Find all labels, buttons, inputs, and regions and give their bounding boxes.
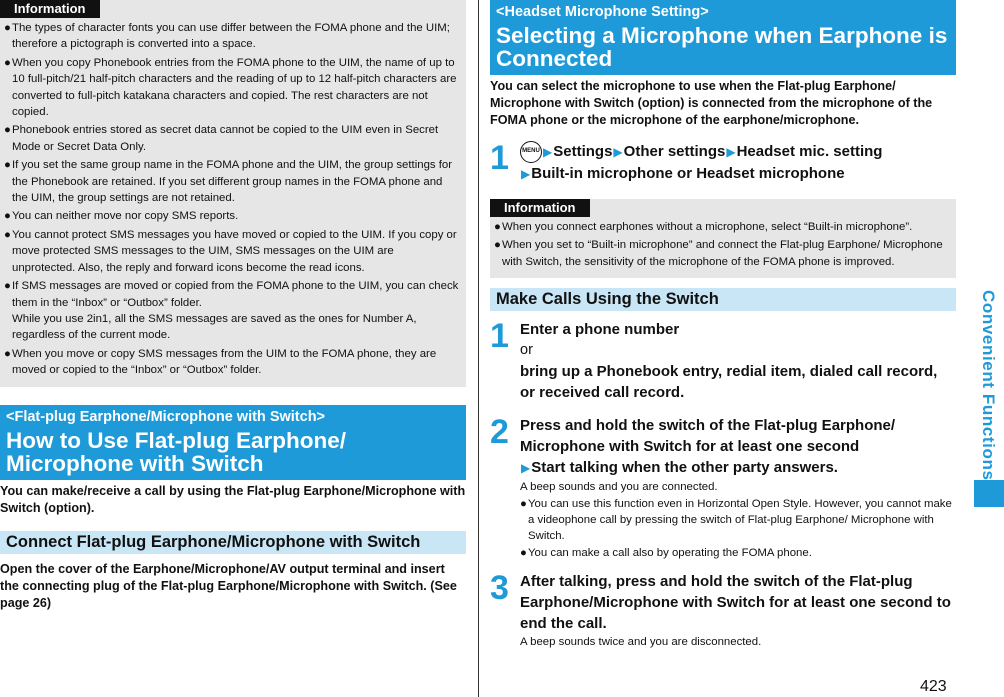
bullet-icon: ● <box>4 347 11 360</box>
bullet-icon: ● <box>4 22 11 34</box>
page-number: 423 <box>920 678 947 695</box>
menu-key-icon: MENU <box>520 141 542 163</box>
info-item: ● When you copy Phonebook entries from the FOMA phone to the UIM, the name of up to 10 full-pitch/21 half-pitch characters and the reading of up to 12 half-pitch characters are converted to full-pitch katakana characters and copied. The rest characters are not copied. <box>4 56 457 119</box>
info-item: ● You cannot protect SMS messages you have moved or copied to the UIM. If you copy or move protected SMS messages to the UIM, SMS messages on the UIM are unprotected. Also, the reply and forward icons become the read icons. <box>4 228 457 274</box>
info-item-extra: While you use 2in1, all the SMS messages are saved as the ones for Number A, regardless of the current mode. <box>12 312 417 342</box>
arrow-icon: ▶ <box>543 145 553 159</box>
connect-instructions: Open the cover of the Earphone/Microphone/AV output terminal and insert the connecting plug of the Flat-plug Earphone/Microphone with Switch. (See page 26) <box>0 561 457 610</box>
step-instruction: After talking, press and hold the switch of the Flat-plug Earphone/Microphone with Switch for at least one second to end the call. <box>520 573 951 633</box>
section-title-box <box>0 405 466 480</box>
step-note: ● You can make a call also by operating the FOMA phone. <box>520 545 956 561</box>
left-column <box>0 0 466 612</box>
information-tag: Information <box>0 0 100 18</box>
step-note: ● You can use this function even in Horizontal Open Style. However, you cannot make a videophone call by pressing the switch of Flat-plug Earphone/ Microphone with Switch. <box>520 497 952 543</box>
info-item: ● When you set to “Built-in microphone” and connect the Flat-plug Earphone/ Microphone with Switch, the sensitivity of the microphone of the FOMA phone is improved. <box>494 239 943 268</box>
step-notes <box>520 496 956 562</box>
information-box <box>0 0 466 387</box>
step-1-call <box>490 319 956 403</box>
bullet-icon: ● <box>4 228 11 241</box>
step-instruction: Press and hold the switch of the Flat-plug Earphone/ Microphone with Switch for at least one second ▶Start talking when the other party answers. <box>520 417 896 477</box>
right-column <box>490 0 956 651</box>
information-list <box>6 20 460 379</box>
step-number: 1 <box>490 317 509 356</box>
bullet-icon: ● <box>494 239 501 252</box>
step-result: A beep sounds twice and you are disconnected. <box>520 636 762 649</box>
bullet-icon: ● <box>520 497 527 510</box>
chapter-label: Convenient Functions <box>979 290 998 481</box>
bullet-icon: ● <box>4 159 11 172</box>
chapter-marker <box>974 480 1004 507</box>
info-item: ● When you connect earphones without a microphone, select “Built-in microphone”. <box>496 219 950 235</box>
section-heading: Make Calls Using the Switch <box>490 288 956 311</box>
bullet-icon: ● <box>520 546 527 559</box>
step-instruction: MENU ▶Settings▶Other settings▶Headset mic. setting ▶Built-in microphone or Headset microphone <box>521 143 883 183</box>
step-instruction-alt: bring up a Phonebook entry, redial item, dialed call record, or received call record. <box>520 363 938 402</box>
step-number: 2 <box>490 413 509 452</box>
info-item: ● If SMS messages are moved or copied from the FOMA phone to the UIM, you can check them in the “Inbox” or “Outbox” folder. While you use 2in1, all the SMS messages are saved as the ones for Number A, regardless of the current mode. <box>4 280 459 342</box>
info-item: ● Phonebook entries stored as secret data cannot be copied to the UIM even in Secret Mode or Secret Data Only. <box>4 124 439 153</box>
arrow-icon: ▶ <box>521 167 531 182</box>
step-number: 1 <box>490 139 509 177</box>
step-instruction: Enter a phone number <box>520 321 680 339</box>
bullet-icon: ● <box>494 221 501 234</box>
step-number: 3 <box>490 569 509 608</box>
bullet-icon: ● <box>4 124 11 137</box>
arrow-icon: ▶ <box>726 145 736 159</box>
arrow-icon: ▶ <box>521 461 531 476</box>
step-1-headset <box>490 141 956 185</box>
bullet-icon: ● <box>4 56 11 69</box>
section-subtitle: <Flat-plug Earphone/Microphone with Switch> <box>6 408 326 425</box>
intro-text: You can select the microphone to use when the Flat-plug Earphone/ Microphone with Switch (option) is connected from the microphone of the FOMA phone or the microphone of the earphone/microphone. <box>490 79 933 127</box>
section-heading: Connect Flat-plug Earphone/Microphone with Switch <box>0 531 466 554</box>
step-3-call <box>490 571 956 650</box>
info-item: ● If you set the same group name in the FOMA phone and the UIM, the group settings for the Phonebook are retained. If you set different group names in the FOMA phone and the UIM, the group settings are not retained. <box>4 159 453 205</box>
information-list <box>496 219 950 270</box>
information-box <box>490 199 956 278</box>
arrow-icon: ▶ <box>613 145 623 159</box>
information-tag: Information <box>490 199 590 217</box>
step-2-call <box>490 415 956 561</box>
info-item: ● The types of character fonts you can use differ between the FOMA phone and the UIM; therefore a pictograph is converted into a space. <box>4 22 450 51</box>
info-item: ● When you move or copy SMS messages from the UIM to the FOMA phone, they are moved or copied to the “Inbox” or “Outbox” folder. <box>4 347 437 377</box>
bullet-icon: ● <box>4 280 11 293</box>
bullet-icon: ● <box>4 210 11 223</box>
section-title: Selecting a Microphone when Earphone is Connected <box>496 23 948 71</box>
column-divider <box>478 0 479 697</box>
step-result: A beep sounds and you are connected. <box>520 481 718 494</box>
section-title-box <box>490 0 956 75</box>
step-or: or <box>520 342 533 359</box>
section-subtitle: <Headset Microphone Setting> <box>496 4 709 20</box>
info-item: ● You can neither move nor copy SMS reports. <box>6 208 460 224</box>
section-title: How to Use Flat-plug Earphone/ Microphone with Switch <box>6 427 347 476</box>
intro-text: You can make/receive a call by using the Flat-plug Earphone/Microphone with Switch (option). <box>0 483 466 515</box>
